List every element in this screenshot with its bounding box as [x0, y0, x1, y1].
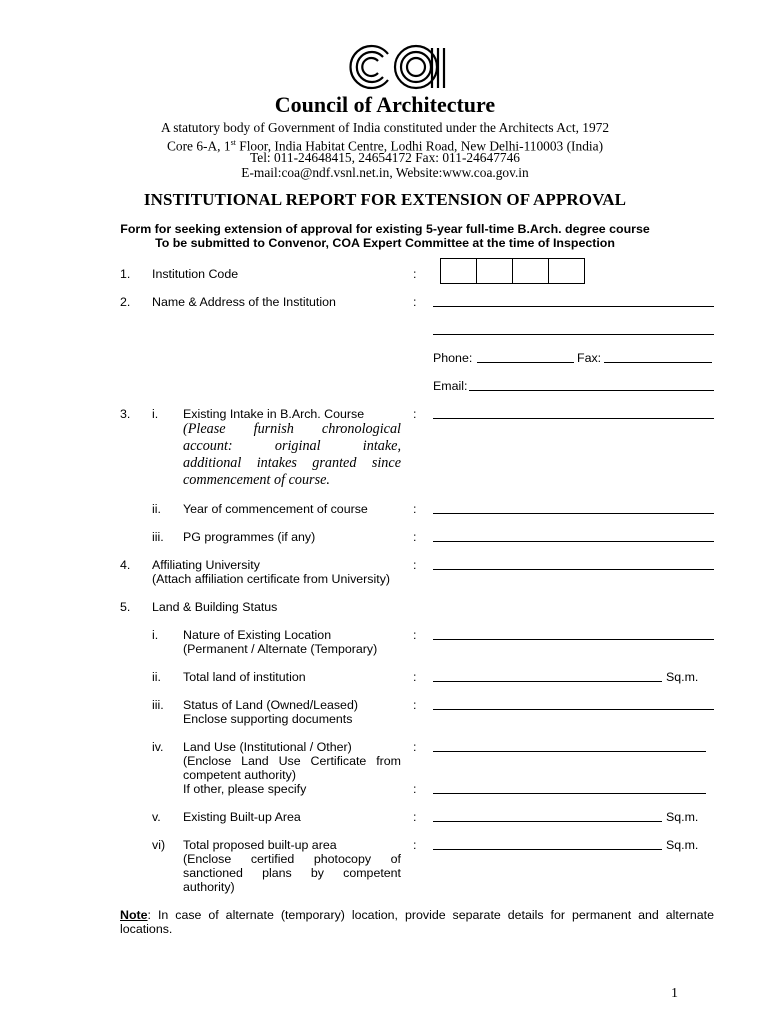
note-paragraph: [120, 908, 714, 922]
colon: :: [413, 782, 417, 796]
sub-item-number: iv.: [152, 740, 164, 754]
status-land-note: Enclose supporting documents: [183, 712, 353, 726]
land-use-note-2: competent authority): [183, 768, 296, 782]
year-commencement-field[interactable]: [433, 513, 714, 514]
nature-location-field[interactable]: [433, 639, 714, 640]
nature-location-label: Nature of Existing Location: [183, 628, 332, 642]
status-land-field[interactable]: [433, 709, 714, 710]
coa-logo: [338, 42, 452, 92]
unit-sqm: Sq.m.: [666, 810, 699, 824]
sub-item-number: ii.: [152, 670, 161, 684]
phone-label: Phone:: [433, 351, 473, 365]
form-subtitle-1: Form for seeking extension of approval for existing 5-year full-time B.Arch. degree course: [120, 222, 650, 236]
email-label: Email:: [433, 379, 468, 393]
institution-code-label: Institution Code: [152, 267, 239, 281]
colon: :: [413, 810, 417, 824]
colon: :: [413, 670, 417, 684]
sub-item-number: i.: [152, 407, 159, 421]
pg-programmes-field[interactable]: [433, 541, 714, 542]
fax-field[interactable]: [604, 362, 712, 363]
colon: :: [413, 628, 417, 642]
sub-item-number: iii.: [152, 530, 164, 544]
page-number: 1: [671, 986, 678, 1001]
phone-line: Tel: 011-24648415, 24654172 Fax: 011-24647746: [250, 150, 520, 165]
land-use-field[interactable]: [433, 751, 706, 752]
code-box[interactable]: [548, 258, 585, 284]
land-use-label: Land Use (Institutional / Other): [183, 740, 352, 754]
institution-name-label: Name & Address of the Institution: [152, 295, 336, 309]
fax-label: Fax:: [577, 351, 602, 365]
proposed-builtup-label: Total proposed built-up area: [183, 838, 337, 852]
statutory-line: A statutory body of Government of India constituted under the Architects Act, 1972: [160, 120, 610, 135]
status-land-label: Status of Land (Owned/Leased): [183, 698, 358, 712]
existing-builtup-label: Existing Built-up Area: [183, 810, 301, 824]
item-number: 2.: [120, 295, 131, 309]
colon: :: [413, 502, 417, 516]
existing-intake-label: Existing Intake in B.Arch. Course: [183, 407, 365, 421]
form-subtitle-2: To be submitted to Convenor, COA Expert Committee at the time of Inspection: [155, 236, 615, 250]
council-title: Council of Architecture: [274, 92, 496, 117]
total-land-label: Total land of institution: [183, 670, 306, 684]
colon: :: [413, 530, 417, 544]
unit-sqm: Sq.m.: [666, 838, 699, 852]
item-number: 1.: [120, 267, 131, 281]
note-text-end: locations.: [120, 922, 173, 936]
affiliating-university-field[interactable]: [433, 569, 714, 570]
item-number: 5.: [120, 600, 131, 614]
colon: :: [413, 558, 417, 572]
sub-item-number: i.: [152, 628, 159, 642]
existing-builtup-field[interactable]: [433, 821, 662, 822]
sub-item-number: iii.: [152, 698, 164, 712]
form-title: INSTITUTIONAL REPORT FOR EXTENSION OF APPROVAL: [143, 190, 627, 209]
land-use-other-label: If other, please specify: [183, 782, 307, 796]
colon: :: [413, 698, 417, 712]
institution-code-boxes[interactable]: [441, 258, 585, 284]
colon: :: [413, 295, 417, 309]
land-building-status-label: Land & Building Status: [152, 600, 278, 614]
proposed-builtup-note-end: authority): [183, 880, 235, 894]
affiliation-note: (Attach affiliation certificate from University): [152, 572, 391, 586]
colon: :: [413, 267, 417, 281]
existing-intake-field[interactable]: [433, 418, 714, 419]
code-box[interactable]: [512, 258, 549, 284]
affiliating-university-label: Affiliating University: [152, 558, 260, 572]
note-label: Note: [120, 908, 148, 922]
item-number: 3.: [120, 407, 131, 421]
land-use-note: (Enclose Land Use Certificate from: [183, 754, 401, 768]
email-field[interactable]: [469, 390, 714, 391]
code-box[interactable]: [440, 258, 477, 284]
intake-instruction-note: (Please furnish chronological account: original intake, additional intakes granted since commencement of course.: [183, 421, 401, 488]
email-website-line: E-mail:coa@ndf.vsnl.net.in, Website:www.coa.gov.in: [241, 165, 529, 180]
colon: :: [413, 740, 417, 754]
proposed-builtup-note: (Enclose certified photocopy of sanctioned plans by competent: [183, 852, 401, 880]
address-line: Core 6-A, 1st Floor, India Habitat Centre, Lodhi Road, New Delhi-110003 (India): [166, 138, 604, 154]
colon: :: [413, 838, 417, 852]
sub-item-number: v.: [152, 810, 161, 824]
name-address-line-2[interactable]: [433, 334, 714, 335]
pg-programmes-label: PG programmes (if any): [183, 530, 316, 544]
unit-sqm: Sq.m.: [666, 670, 699, 684]
phone-field[interactable]: [477, 362, 574, 363]
total-land-field[interactable]: [433, 681, 662, 682]
note-text: : In case of alternate (temporary) location, provide separate details for permanent and alternate: [147, 908, 714, 922]
colon: :: [413, 407, 417, 421]
sub-item-number: ii.: [152, 502, 161, 516]
code-box[interactable]: [476, 258, 513, 284]
year-commencement-label: Year of commencement of course: [183, 502, 368, 516]
sub-item-number: vi): [152, 838, 166, 852]
land-use-other-field[interactable]: [433, 793, 706, 794]
proposed-builtup-field[interactable]: [433, 849, 662, 850]
name-address-line-1[interactable]: [433, 306, 714, 307]
nature-location-options: (Permanent / Alternate (Temporary): [183, 642, 378, 656]
item-number: 4.: [120, 558, 131, 572]
